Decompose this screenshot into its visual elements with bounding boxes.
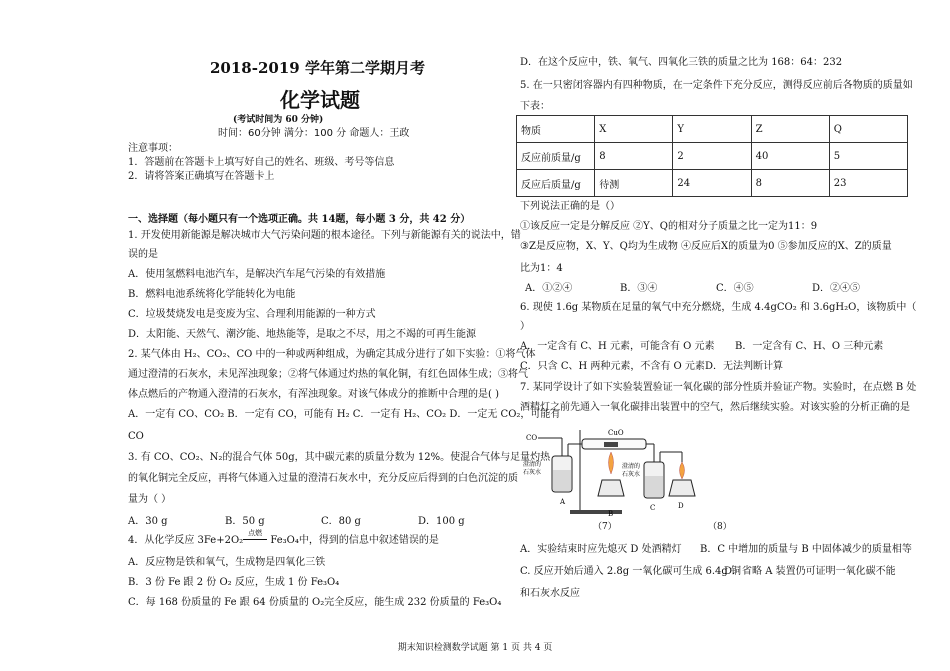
label-cuo: CuO bbox=[608, 429, 624, 437]
q5-statement1: ①该反应一定是分解反应 ②Y、Q的相对分子质量之比一定为11：9 bbox=[520, 221, 818, 232]
q2-line2: 通过澄清的石灰水，未见浑浊现象；②将气体通过灼热的氧化铜，有红色固体生成；③将气 bbox=[128, 369, 528, 380]
q1-option-a: A．使用氢燃料电池汽车，是解决汽车尾气污染的有效措施 bbox=[128, 269, 386, 280]
q5-option-a: A．①②④ bbox=[525, 283, 573, 294]
burner-b bbox=[598, 480, 624, 496]
q7-line1: 7. 某同学设计了如下实验装置验证一氧化碳的部分性质并验证产物。实验时，在点燃 B 处 bbox=[520, 382, 917, 393]
q4-stem-part1: 4．从化学反应 3Fe+2O₂ bbox=[128, 535, 244, 546]
table-cell: 8 bbox=[751, 170, 829, 197]
table-row-before bbox=[517, 143, 908, 170]
notes-heading: 注意事项： bbox=[128, 143, 178, 154]
q3-line1: 3. 有 CO、CO₂、N₂的混合气体 50g，其中碳元素的质量分数为 12%。使混合气体与足量灼热 bbox=[128, 452, 551, 463]
lime-label-1b: 石灰水 bbox=[523, 469, 542, 476]
lime-label-1: 澄清的 bbox=[523, 461, 542, 468]
q7-option-b: B．C 中增加的质量与 B 中固体减少的质量相等 bbox=[700, 544, 912, 555]
q5-option-d: D．②④⑤ bbox=[812, 283, 861, 294]
q1-option-b: B．燃料电池系统将化学能转化为电能 bbox=[128, 289, 296, 300]
q2-options: A．一定有 CO、CO₂ B．一定有 CO，可能有 H₂ C．一定有 H₂、CO₂ D．一定无 CO₂，可能有 bbox=[128, 409, 561, 420]
q2-line1: 2. 某气体由 H₂、CO₂、CO 中的一种或两种组成，为确定其成分进行了如下实验：①将气体 bbox=[128, 349, 536, 360]
table-cell: Z bbox=[751, 116, 829, 143]
q1-stem-line1: 1. 开发使用新能源是解决城市大气污染问题的根本途径。下列与新能源有关的说法中，错 bbox=[128, 230, 521, 241]
lime-label-2: 澄清的 bbox=[622, 463, 641, 470]
table-cell: 反应前质量/g bbox=[517, 143, 595, 170]
stand-base bbox=[570, 510, 622, 514]
apparatus-figure bbox=[520, 418, 710, 530]
flame-b bbox=[609, 452, 614, 474]
section1-heading: 一、选择题（每小题只有一个选项正确。共 14题，每小题 3 分，共 42 分） bbox=[128, 214, 471, 225]
q2-line3: 体点燃后的产物通入澄清的石灰水，有浑浊现象。对该气体成分的推断中合理的是( ) bbox=[128, 389, 499, 400]
q3-line2: 的氧化铜完全反应，再将气体通入过量的澄清石灰水中，充分反应后得到的白色沉淀的质 bbox=[128, 473, 518, 484]
table-cell: 物质 bbox=[517, 116, 595, 143]
table-cell: Q bbox=[829, 116, 907, 143]
caption-8: （8） bbox=[708, 522, 732, 532]
q7-option-c: C. 反应开始后通入 2.8g 一氧化碳可生成 6.4g 铜 bbox=[520, 566, 741, 577]
bottle-c-liquid bbox=[645, 476, 663, 497]
cuo-sample bbox=[604, 442, 618, 447]
q4-condition: 点燃 bbox=[248, 529, 263, 537]
table-cell: 8 bbox=[595, 143, 673, 170]
burner-d bbox=[669, 480, 695, 496]
table-cell: 23 bbox=[829, 170, 907, 197]
table-cell: X bbox=[595, 116, 673, 143]
q3-option-b: B．50 g bbox=[225, 516, 265, 527]
q6-option-c: C．只含 C、H 两种元素，不含有 O 元素 bbox=[520, 361, 705, 372]
q5-statement2: ③Z是反应物，X、Y、Q均为生成物 ④反应后X的质量为0 ⑤参加反应的X、Z的质量 bbox=[520, 241, 892, 252]
note-item-2: 2．请将答案正确填写在答题卡上 bbox=[128, 171, 275, 182]
label-co: CO bbox=[526, 434, 538, 442]
exam-title: 2018-2019 学年第二学期月考 bbox=[210, 59, 425, 77]
table-cell: 5 bbox=[829, 143, 907, 170]
q3-option-c: C．80 g bbox=[321, 516, 361, 527]
table-cell: 反应后质量/g bbox=[517, 170, 595, 197]
exam-info: 时间：60分钟 满分：100 分 命题人：王政 bbox=[218, 128, 410, 139]
caption-7: （7） bbox=[593, 522, 617, 532]
q5-option-b: B．③④ bbox=[620, 283, 658, 294]
q6-option-b: B．一定含有 C、H、O 三种元素 bbox=[735, 341, 884, 352]
q1-option-c: C．垃圾焚烧发电是变废为宝、合理利用能源的一种方式 bbox=[128, 309, 376, 320]
q7-line2: 酒精灯之前先通入一氧化碳排出装置中的空气，然后继续实验。对该实验的分析正确的是 bbox=[520, 402, 910, 413]
q3-line3: 量为（ ） bbox=[128, 494, 172, 505]
q3-option-d: D．100 g bbox=[418, 516, 465, 527]
q5-table bbox=[516, 115, 908, 197]
label-b: B bbox=[608, 510, 614, 518]
q1-option-d: D．太阳能、天然气、潮汐能、地热能等，是取之不尽，用之不竭的可再生能源 bbox=[128, 329, 477, 340]
lime-label-2b: 石灰水 bbox=[622, 471, 641, 478]
label-d: D bbox=[678, 502, 684, 510]
table-cell: 40 bbox=[751, 143, 829, 170]
table-cell: Y bbox=[673, 116, 751, 143]
subject-title: 化学试题 bbox=[280, 88, 360, 112]
q7-option-a: A．实验结束时应先熄灭 D 处酒精灯 bbox=[520, 544, 682, 555]
table-cell: 待测 bbox=[595, 170, 673, 197]
bottle-a-liquid bbox=[553, 470, 571, 491]
q7-option-d: D．省略 A 装置仍可证明一氧化碳不能 bbox=[724, 566, 896, 577]
q7-option-d-cont: 和石灰水反应 bbox=[520, 588, 580, 599]
q4-option-c: C．每 168 份质量的 Fe 跟 64 份质量的 O₂完全反应，能生成 232 份质量的 Fe₃O₄ bbox=[128, 597, 502, 608]
label-c: C bbox=[650, 504, 656, 512]
q5-line2: 下表： bbox=[520, 101, 550, 112]
label-a: A bbox=[560, 498, 566, 506]
q4-option-d: D．在这个反应中，铁、氧气、四氧化三铁的质量之比为 168：64：232 bbox=[520, 57, 843, 68]
table-cell: 2 bbox=[673, 143, 751, 170]
page-footer: 期末知识检测数学试题 第 1 页 共 4 页 bbox=[397, 643, 553, 653]
q5-statement3: 比为1：4 bbox=[520, 263, 563, 274]
note-item-1: 1．答题前在答题卡上填写好自己的姓名、班级、考号等信息 bbox=[128, 157, 395, 168]
q6-option-d: D．无法判断计算 bbox=[705, 361, 784, 372]
q4-stem bbox=[128, 529, 439, 547]
table-row-after bbox=[517, 170, 908, 197]
q4-stem-part2: Fe₃O₄中，得到的信息中叙述错误的是 bbox=[267, 535, 439, 546]
q4-option-a: A．反应物是铁和氧气，生成物是四氧化三铁 bbox=[128, 557, 326, 568]
q2-options-cont: CO bbox=[128, 431, 144, 442]
table-row-header bbox=[517, 116, 908, 143]
q5-line1: 5. 在一只密闭容器内有四种物质，在一定条件下充分反应，测得反应前后各物质的质量如 bbox=[520, 80, 913, 91]
q5-line3: 下列说法正确的是（） bbox=[520, 201, 620, 212]
q6-option-a: A．一定含有 C、H 元素，可能含有 O 元素 bbox=[520, 341, 715, 352]
q1-stem-line2: 误的是 bbox=[128, 249, 158, 260]
table-cell: 24 bbox=[673, 170, 751, 197]
q4-option-b: B．3 份 Fe 跟 2 份 O₂ 反应，生成 1 份 Fe₃O₄ bbox=[128, 577, 340, 588]
exam-time-note: (考试时间为 60 分钟) bbox=[233, 115, 324, 125]
q6-line2: ） bbox=[520, 321, 530, 332]
flame-d bbox=[680, 462, 685, 479]
q5-option-c: C．④⑤ bbox=[716, 283, 754, 294]
q6-line1: 6. 现使 1.6g 某物质在足量的氧气中充分燃烧，生成 4.4gCO₂ 和 3.6gH₂O，该物质中（ bbox=[520, 302, 917, 313]
q3-option-a: A．30 g bbox=[128, 516, 168, 527]
